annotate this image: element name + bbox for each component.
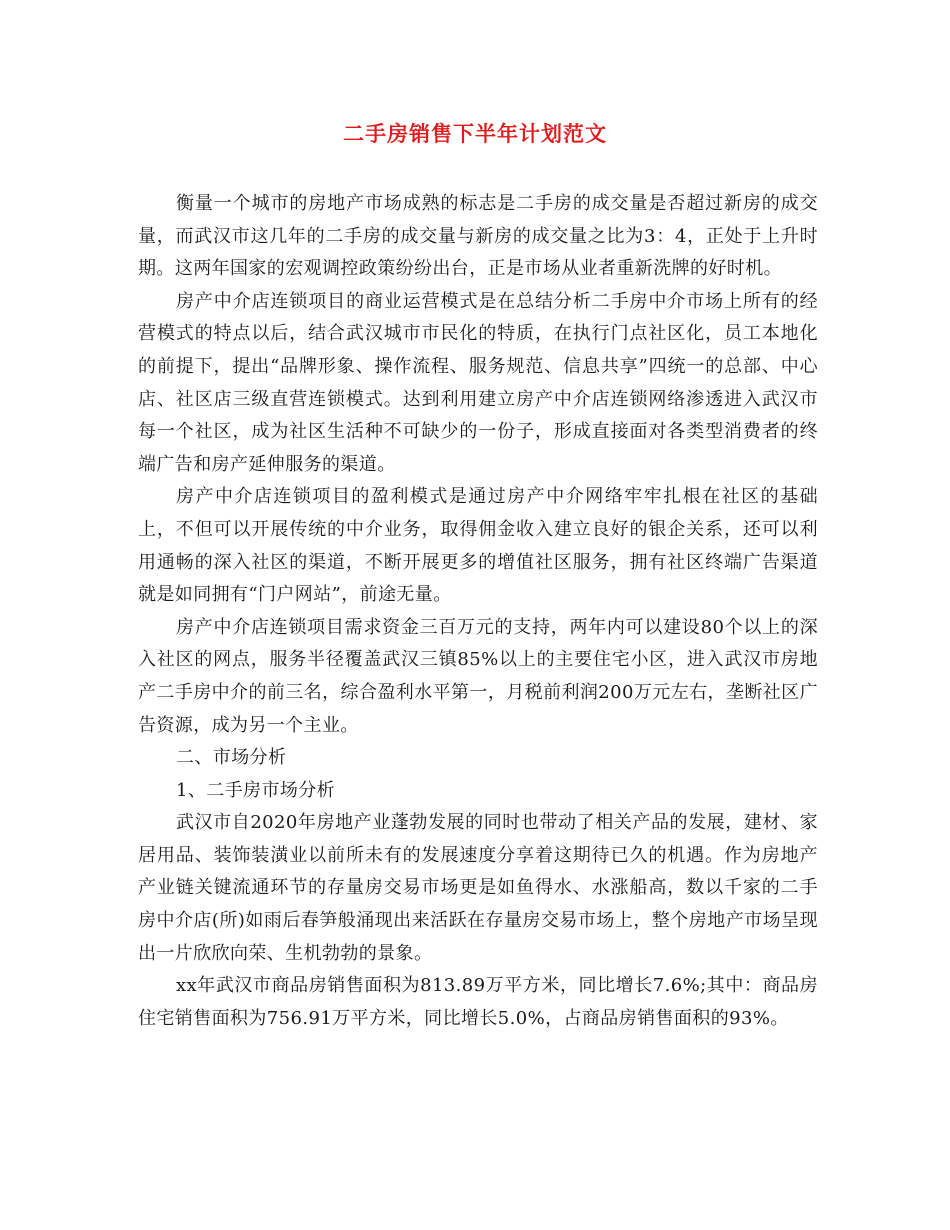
document-body <box>138 188 818 1035</box>
paragraph-profit-model: 房产中介店连锁项目的盈利模式是通过房产中介网络牢牢扎根在社区的基础上，不但可以开展传统的中介业务，取得佣金收入建立良好的银企关系，还可以利用通畅的深入社区的渠道，不断开展更多的增值社区服务，拥有社区终端广告渠道就是如同拥有“门户网站”，前途无量。 <box>138 486 818 606</box>
paragraph-market-development: 武汉市自2020年房地产业蓬勃发展的同时也带动了相关产品的发展，建材、家居用品、装饰装潢业以前所未有的发展速度分享着这期待已久的机遇。作为房地产产业链关键流通环节的存量房交易市场更是如鱼得水、水涨船高，数以千家的二手房中介店(所)如雨后春笋般涌现出来活跃在存量房交易市场上，整个房地产市场呈现出一片欣欣向荣、生机勃勃的景象。 <box>138 812 818 964</box>
paragraph-sales-statistics: xx年武汉市商品房销售面积为813.89万平方米，同比增长7.6%;其中：商品房住宅销售面积为756.91万平方米，同比增长5.0%，占商品房销售面积的93%。 <box>138 975 818 1029</box>
paragraph-funding: 房产中介店连锁项目需求资金三百万元的支持，两年内可以建设80个以上的深入社区的网点，服务半径覆盖武汉三镇85%以上的主要住宅小区，进入武汉市房地产二手房中介的前三名，综合盈利水平第一，月税前利润200万元左右，垄断社区广告资源，成为另一个主业。 <box>138 616 818 736</box>
paragraph-intro: 衡量一个城市的房地产市场成熟的标志是二手房的成交量是否超过新房的成交量，而武汉市这几年的二手房的成交量与新房的成交量之比为3：4，正处于上升时期。这两年国家的宏观调控政策纷纷出台，正是市场从业者重新洗牌的好时机。 <box>138 193 818 280</box>
subsection-heading-second-hand-market: 1、二手房市场分析 <box>176 779 336 801</box>
paragraph-business-model: 房产中介店连锁项目的商业运营模式是在总结分析二手房中介市场上所有的经营模式的特点以后，结合武汉城市市民化的特质，在执行门点社区化，员工本地化的前提下，提出“品牌形象、操作流程、服务规范、信息共享”四统一的总部、中心店、社区店三级直营连锁模式。达到利用建立房产中介店连锁网络渗透进入武汉市每一个社区，成为社区生活种不可缺少的一份子，形成直接面对各类型消费者的终端广告和房产延伸服务的渠道。 <box>138 290 818 475</box>
document-title: 二手房销售下半年计划范文 <box>343 121 607 146</box>
section-heading-market-analysis: 二、市场分析 <box>176 747 287 769</box>
